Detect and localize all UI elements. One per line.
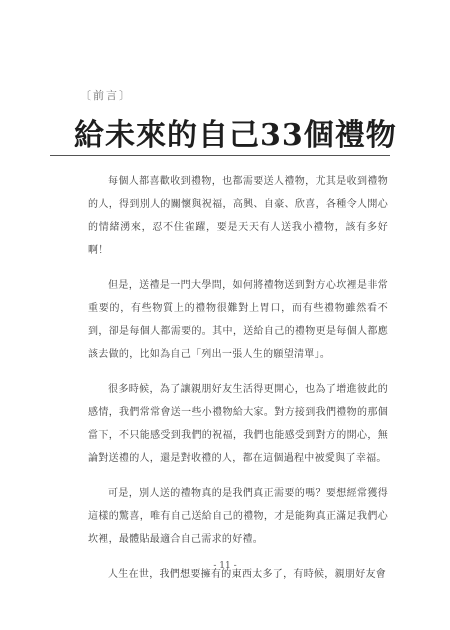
paragraph: 人生在世，我們想要擁有的東西太多了，有時候，親朋好友會 [108, 569, 387, 580]
title-divider [50, 155, 390, 156]
paragraph: 但是，送禮是一門大學問，如何將禮物送到對方心坎裡是非常重要的，有些物質上的禮物很難對上胃口，而有些禮物雖然看不到，卻是每個人都需要的。其中，送給自己的禮物更是每個人都應該去做的，比如為自己「列出一張人生的願望清單」。 [88, 280, 388, 360]
paragraph: 每個人都喜歡收到禮物，也都需要送人禮物，尤其是收到禮物的人，得到別人的關懷與祝福，高興、自豪、欣喜，各種令人開心的情緒湧來，忍不住雀躍，要是天天有人送我小禮物，該有多好啊！ [88, 176, 388, 256]
body-text [88, 170, 388, 598]
section-label: 〔前言〕 [80, 89, 132, 102]
paragraph: 很多時候，為了讓親朋好友生活得更開心，也為了增進彼此的感情，我們常常會送一些小禮物給大家。對方接到我們禮物的那個當下，不只能感受到我們的祝福，我們也能感受到對方的開心，無論對送禮的人，還是對收禮的人，都在這個過程中被愛與了幸福。 [88, 384, 388, 464]
paragraph: 可是，別人送的禮物真的是我們真正需要的嗎？要想經常獲得這樣的驚喜，唯有自己送給自己的禮物，才是能夠真正滿足我們心坎裡，最體貼最適合自己需求的好禮。 [88, 488, 388, 545]
chapter-title: 給未來的自己33個禮物 [74, 118, 397, 153]
page-number: - 11 - [213, 561, 237, 571]
